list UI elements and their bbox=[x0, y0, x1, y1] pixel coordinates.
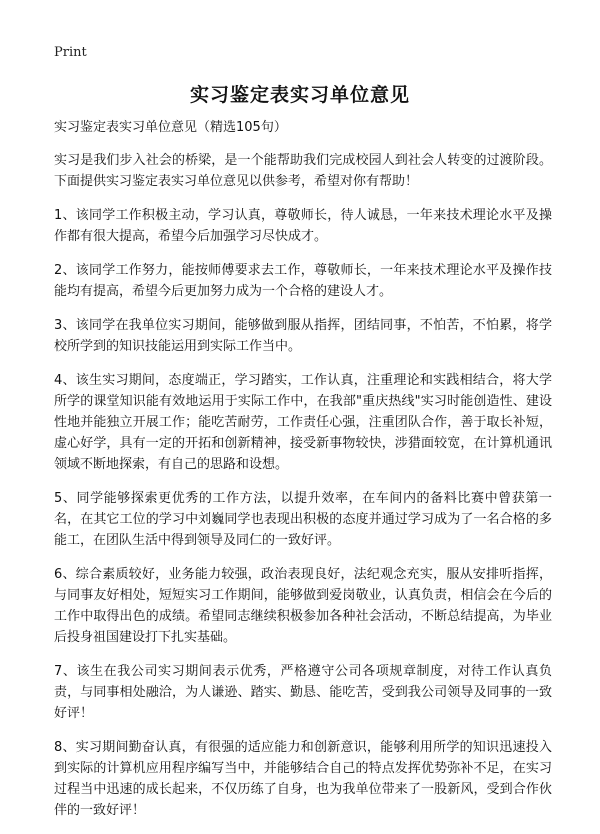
intro-paragraph: 实习是我们步入社会的桥梁，是一个能帮助我们完成校园人到社会人转变的过渡阶段。下面提供实习鉴定表实习单位意见以供参考，希望对你有帮助！ bbox=[54, 153, 552, 189]
item-paragraph-4: 4、该生实习期间，态度端正，学习踏实，工作认真，注重理论和实践相结合，将大学所学的课堂知识能有效地运用于实际工作中，在我部"重庆热线"实习时能创造性、建设性地并能独立开展工作；能吃苦耐劳，工作责任心强，注重团队合作，善于取长补短，虚心好学，具有一定的开拓和创新精神，接受新事物较快，涉猎面较宽，在计算机通讯领域不断地探索，有自己的思路和设想。 bbox=[54, 373, 552, 472]
item-paragraph-6: 6、综合素质较好，业务能力较强，政治表现良好，法纪观念充实，服从安排听指挥，与同事友好相处，短短实习工作期间，能够做到爱岗敬业，认真负责，相信会在今后的工作中取得出色的成绩。希望同志继续积极参加各种社会活动，不断总结提高，为毕业后投身祖国建设打下扎实基础。 bbox=[54, 567, 552, 645]
item-paragraph-2: 2、该同学工作努力，能按师傅要求去工作，尊敬师长，一年来技术理论水平及操作技能均有提高，希望今后更加努力成为一个合格的建设人才。 bbox=[54, 263, 552, 299]
item-paragraph-5: 5、同学能够探索更优秀的工作方法，以提升效率，在车间内的备料比赛中曾获第一名，在其它工位的学习中刘巍同学也表现出积极的态度并通过学习成为了一名合格的多能工，在团队生活中得到领导及同仁的一致好评。 bbox=[54, 491, 552, 548]
item-paragraph-3: 3、该同学在我单位实习期间，能够做到服从指挥，团结同事，不怕苦，不怕累，将学校所学到的知识技能运用到实际工作当中。 bbox=[54, 318, 552, 354]
document-body bbox=[54, 118, 552, 834]
print-link[interactable]: Print bbox=[54, 45, 87, 60]
page-title: 实习鉴定表实习单位意见 bbox=[189, 84, 410, 106]
item-paragraph-7: 7、该生在我公司实习期间表示优秀，严格遵守公司各项规章制度，对待工作认真负责，与同事相处融洽，为人谦逊、踏实、勤恳、能吃苦，受到我公司领导及同事的一致好评！ bbox=[54, 664, 552, 721]
item-paragraph-1: 1、该同学工作积极主动，学习认真，尊敬师长，待人诚恳，一年来技术理论水平及操作都有很大提高，希望今后加强学习尽快成才。 bbox=[54, 208, 552, 244]
document-subtitle: 实习鉴定表实习单位意见（精选105句） bbox=[54, 120, 287, 135]
item-paragraph-8: 8、实习期间勤奋认真，有很强的适应能力和创新意识，能够利用所学的知识迅速投入到实际的计算机应用程序编写当中，并能够结合自己的特点发挥优势弥补不足，在实习过程当中迅速的成长起来，不仅历练了自身，也为我单位带来了一股新风，受到合作伙伴的一致好评！ bbox=[54, 740, 552, 818]
